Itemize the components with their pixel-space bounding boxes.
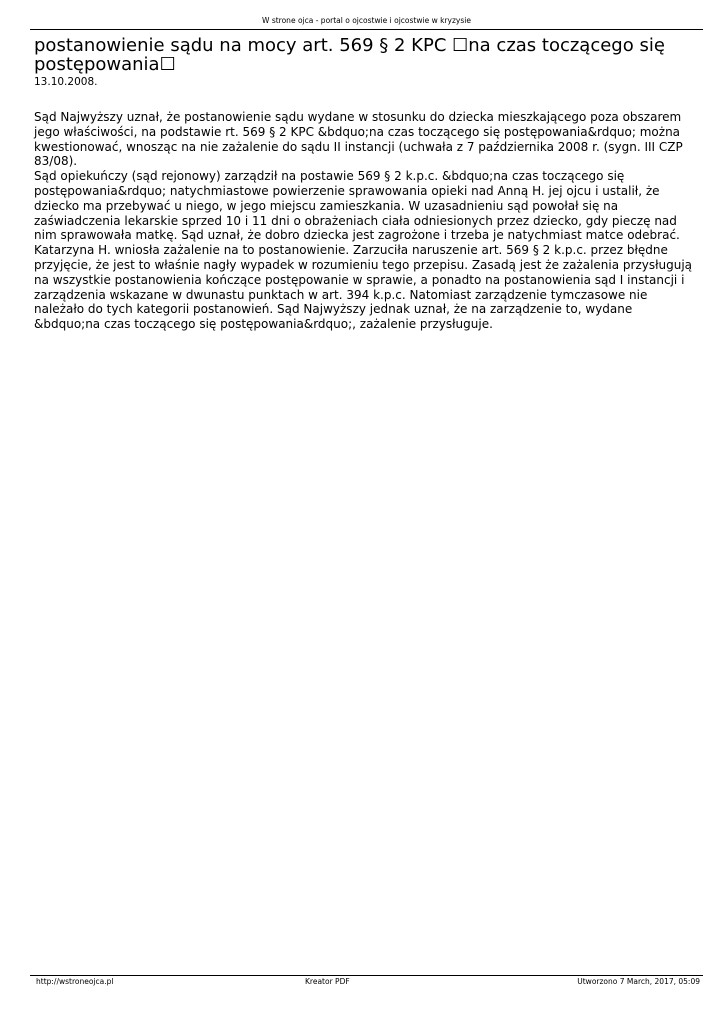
article-body <box>34 110 698 332</box>
footer-divider <box>30 975 703 976</box>
article-title: postanowienie sądu na mocy art. 569 § 2 KPC ☐na czas toczącego się postępowania☐ <box>34 35 665 75</box>
footer-generator: Kreator PDF <box>305 977 350 986</box>
footer-created-date: Utworzono 7 March, 2017, 05:09 <box>577 977 700 986</box>
footer-url: http://wstroneojca.pl <box>36 977 114 986</box>
article-paragraph: Sąd opiekuńczy (sąd rejonowy) zarządził na postawie 569 § 2 k.p.c. &bdquo;na czas toczącego się postępowania&rdquo; natychmiastowe powierzenie sprawowania opieki nad Anną H. jej ojcu i ustalił, że dziecko ma przebywać u niego, w jego miejscu zamieszkania. W uzasadnieniu sąd powołał się na zaświadczenia lekarskie sprzed 10 i 11 dni o obrażeniach ciała odniesionych przez dziecko, gdy pieczę nad nim sprawowała matkę. Sąd uznał, że dobro dziecka jest zagrożone i trzeba je natychmiast matce odebrać. <box>34 169 680 243</box>
article-paragraph: Sąd Najwyższy uznał, że postanowienie sądu wydane w stosunku do dziecka mieszkającego poza obszarem jego właściwości, na podstawie rt. 569 § 2 KPC &bdquo;na czas toczącego się postępowania&rdquo; można kwestionować, wnosząc na nie zażalenie do sądu II instancji (uchwała z 7 października 2008 r. (sygn. III CZP 83/08). <box>34 110 683 169</box>
article-date: 13.10.2008. <box>34 76 98 88</box>
site-header: W strone ojca - portal o ojcostwie i ojcostwie w kryzysie <box>262 16 471 25</box>
header-divider <box>30 29 703 30</box>
article-paragraph: Katarzyna H. wniosła zażalenie na to postanowienie. Zarzuciła naruszenie art. 569 § 2 k.p.c. przez błędne przyjęcie, że jest to właśnie nagły wypadek w rozumieniu tego przepisu. Zasadą jest że zażalenia przysługują na wszystkie postanowienia kończące postępowanie w sprawie, a ponadto na postanowienia sąd I instancji i zarządzenia wskazane w dwunastu punktach w art. 394 k.p.c. Natomiast zarządzenie tymczasowe nie należało do tych kategorii postanowień. Sąd Najwyższy jednak uznał, że na zarządzenie to, wydane &bdquo;na czas toczącego się postępowania&rdquo;, zażalenie przysługuje. <box>34 243 693 332</box>
